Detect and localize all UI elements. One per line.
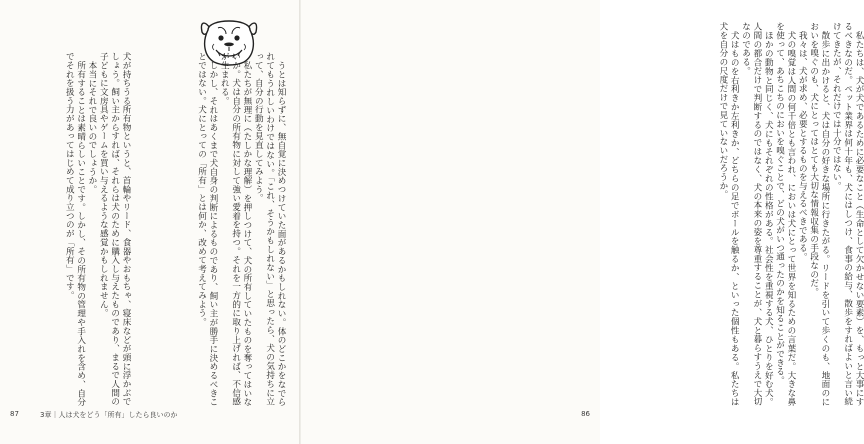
right-page-main-text [617, 22, 864, 406]
paragraph: ほかの動物と同じく、犬にもそれぞれの性格がある。社会性を重視する犬、ひとりを好む犬。人間の都合だけで判断するのではなく、犬の本来の姿を尊重することが、犬と暮らすうえで大切なのである。 [740, 22, 774, 406]
left-page [0, 0, 299, 444]
page-number-left: 87 [10, 410, 19, 418]
paragraph: うとは知らずに、無自覚に決めつけていた面があるかもしれない。体のどこかをなでられてもうれしいわけではない。「これ、そうかもしれない」と思ったら、犬の気持ちに立って、自分の行動を見直してみよう。 [253, 52, 286, 406]
paragraph: 散歩に出かけると、犬は自分の好きな場所に行きたがる。リードを引いて歩くのも、地面のにおいを嗅ぐのも、犬にとってはとても大切な情報収集の手段なのだ。 [808, 22, 830, 406]
paragraph: 犬の嗅覚は人間の何千倍とも言われ、においは犬にとって世界を知るための言葉だ。大きな鼻を使って、あちこちのにおいを嗅ぐことで、どの犬がいつ通ったのかを知ることができる。 [774, 22, 796, 406]
running-head: 3章｜人は犬をどう「所有」したら良いのか [40, 411, 178, 419]
paragraph: 犬はものを右利きか左利きか、どちらの足でボールを触るか、といった個性もある。私たちは犬を自分の尺度だけで見ていないだろうか。 [717, 22, 740, 406]
paragraph: 我々は、犬が求め、必要とするものを与えるべきである。 [797, 30, 808, 261]
paragraph: 本当にそれで良いのでしょうか。 [86, 60, 97, 194]
page-number-right: 86 [581, 410, 590, 418]
paragraph: 私たちは、犬が犬であるために必要なこと（生命として欠かせない要素）を、もっと大事にするべきなのだ。ペット業界は何十年も、犬にはしつけ、食事の給与、散歩をすればよいと言い続けてきたが、それだけでは十分ではない。 [831, 22, 864, 406]
right-page [301, 0, 864, 444]
left-page-main-text [131, 52, 286, 406]
paragraph: しかし、それはあくまで犬自身の判断によるものであり、飼い主が勝手に決めるべきことではない。犬にとっての「所有」とは何か、改めて考えてみよう。 [196, 52, 218, 406]
paragraph: 所有することは素晴らしいことです。しかし、その所有物の管理や手入れを含め、自分でそれを扱う力があってはじめて成り立つのが「所有」です。 [64, 52, 86, 406]
paragraph: 私たちが無理に（たしかな理解）を押しつけて、犬の所有していたものを奪ってはいないか。犬は自分の所有物に対して強い愛着を持つ。それを一方的に取り上げれば、不信感が生まれる。 [219, 52, 252, 406]
left-page-continuation-text [32, 52, 131, 406]
paragraph: 犬が持ちうる所有物というと、首輪やリード、食器やおもちゃ、寝床などが頭に浮かぶでしょう。飼い主からすれば、それらは犬のために購入し与えたものであり、まるで人間の子どもに文房具やゲームを買い与えるような感覚かもしれません。 [98, 52, 131, 406]
